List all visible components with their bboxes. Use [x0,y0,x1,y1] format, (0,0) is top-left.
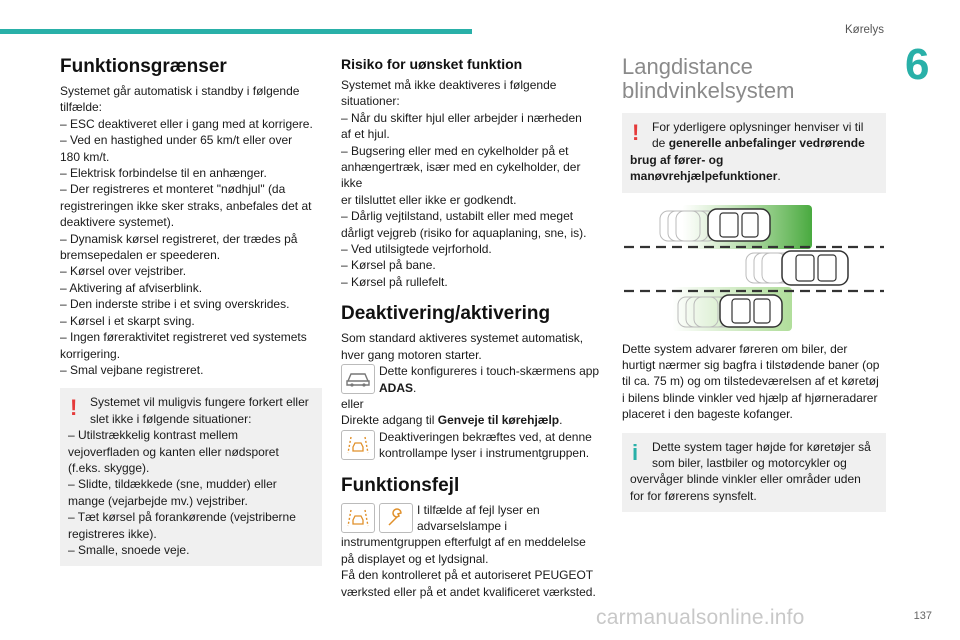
column-limits [60,55,322,566]
list-item: bremsepedalen er speederen. [60,248,221,263]
header-accent-bar [0,29,472,34]
list-item: – Ved en hastighed under 65 km/t eller over [60,133,293,148]
section-label: Kørelys [845,24,884,36]
list-item: – Der registreres et monteret "nødhjul" (da [60,182,286,197]
list-item: 180 km/t. [60,149,110,164]
limits-title: Funktionsgrænser [60,56,227,77]
list-item: – ESC deaktiveret eller i gang med at korrigere. [60,116,313,131]
warning-note: ! For yderligere oplysninger henviser vi til de generelle anbefalinger vedrørende brug af fører- og manøvrehjælpefunktioner. [622,113,886,193]
lane-warning-lamp-row: Deaktiveringen bekræftes ved, at denne kontrollampe lyser i instrumentgruppen. [341,429,604,462]
page-number: 137 [913,610,932,622]
risk-text: Systemet må ikke deaktiveres i følgende situationer: – Når du skifter hjul eller arbejder i nærheden af et hjul. – Bugsering eller med en cykelholder på et anhængertræk, især med en cykelholder, der ikke er tilsluttet eller ikke er godkendt. – Dårlig vejtilstand, ustabilt eller med meget dårligt vejgreb (risiko for aquaplaning, sne, is). – Ved utilsigtede vejrforhold. – Kørsel på bane. – Kørsel på rullefelt. [341,78,587,289]
lane-departure-icon [341,430,375,460]
blind-spot-title: Langdistance blindvinkelsystem [622,54,795,103]
blind-spot-illustration [622,203,886,333]
info-icon: i [632,439,639,465]
list-item: – Dynamisk kørsel registreret, der trædes på [60,231,298,246]
warning-note: ! Systemet vil muligvis fungere forkert eller slet ikke i følgende situationer: – Utilstrækkelig kontrast mellem vejoverfladen og kanten eller nødsporet (f.eks. skygge). – Slidte, tildækkede (sne, mudder) eller mange (vejarbejde mv.) vejstriber. – Tæt kørsel på forankørende (vejstriberne registreres ikke). – Smalle, snoede veje. [60,388,322,566]
adas-step: Dette konfigureres i touch-skærmens app ADAS. [341,363,604,396]
list-item: – Elektrisk forbindelse til en anhænger. [60,166,267,181]
info-note: i Dette system tager højde for køretøjer så som biler, lastbiler og motorcykler og overvåger blinde vinkler eller områder uden for for førerens synsfelt. [622,433,886,513]
column-risk [341,55,604,600]
blind-spot-body: Dette system advarer føreren om biler, der hurtigt nærmer sig bagfra i tilstødende baner (op til ca. 75 m) og om tilstedeværelsen af et køretøj i bilens blinde vinkler ved hjælp af hjørneradarer placeret i den bageste kofanger. [622,341,880,422]
list-item: – Den inderste stribe i et sving overskrides. [60,297,290,312]
warning-icon: ! [632,120,640,145]
limits-list [60,116,322,379]
approaching-car-icon [708,209,770,241]
own-car-icon [782,251,848,285]
list-item: – Aktivering af afviserblink. [60,280,203,295]
limits-intro: Systemet går automatisk i standby i følgende tilfælde: [60,84,300,115]
list-item: registreringen ikke sker straks, anbefales det at [60,198,312,213]
list-item: – Kørsel i et skarpt sving. [60,313,195,328]
column-blind-spot [622,55,886,512]
list-item: deaktivere systemet). [60,215,175,230]
chapter-number: 6 [905,40,930,89]
deactivation-title: Deaktivering/aktivering [341,303,551,325]
fault-title: Funktionsfejl [341,474,460,496]
list-item: korrigering. [60,346,121,361]
watermark: carmanualsonline.info [596,606,805,629]
list-item: – Smal vejbane registreret. [60,362,204,377]
approaching-car-icon [720,295,782,327]
list-item: – Kørsel over vejstriber. [60,264,187,279]
risk-title: Risiko for uønsket funktion [341,56,523,72]
fault-text: I tilfælde af fejl lyser en advarselslampe i instrumentgruppen efterfulgt af en meddelelse på displayet og et lydsignal. Få den kontrolleret på et autoriseret PEUGEOT værksted eller på et andet kvalificeret værksted. [341,502,596,599]
deactivation-text: Som standard aktiveres systemet automatisk, hver gang motoren starter. Dette konfigureres i touch-skærmens app ADAS. eller Direkte adgang til Genveje til kørehjælp. Deaktiveringen bekræftes ved, at denne kontrollampe lyser i instrumentgruppen. [341,330,604,461]
wrench-icon [379,503,413,533]
list-item: – Ingen føreraktivitet registreret ved systemets [60,330,307,345]
lane-departure-icon [341,503,375,533]
car-icon [341,364,375,394]
warning-icon: ! [70,395,78,421]
